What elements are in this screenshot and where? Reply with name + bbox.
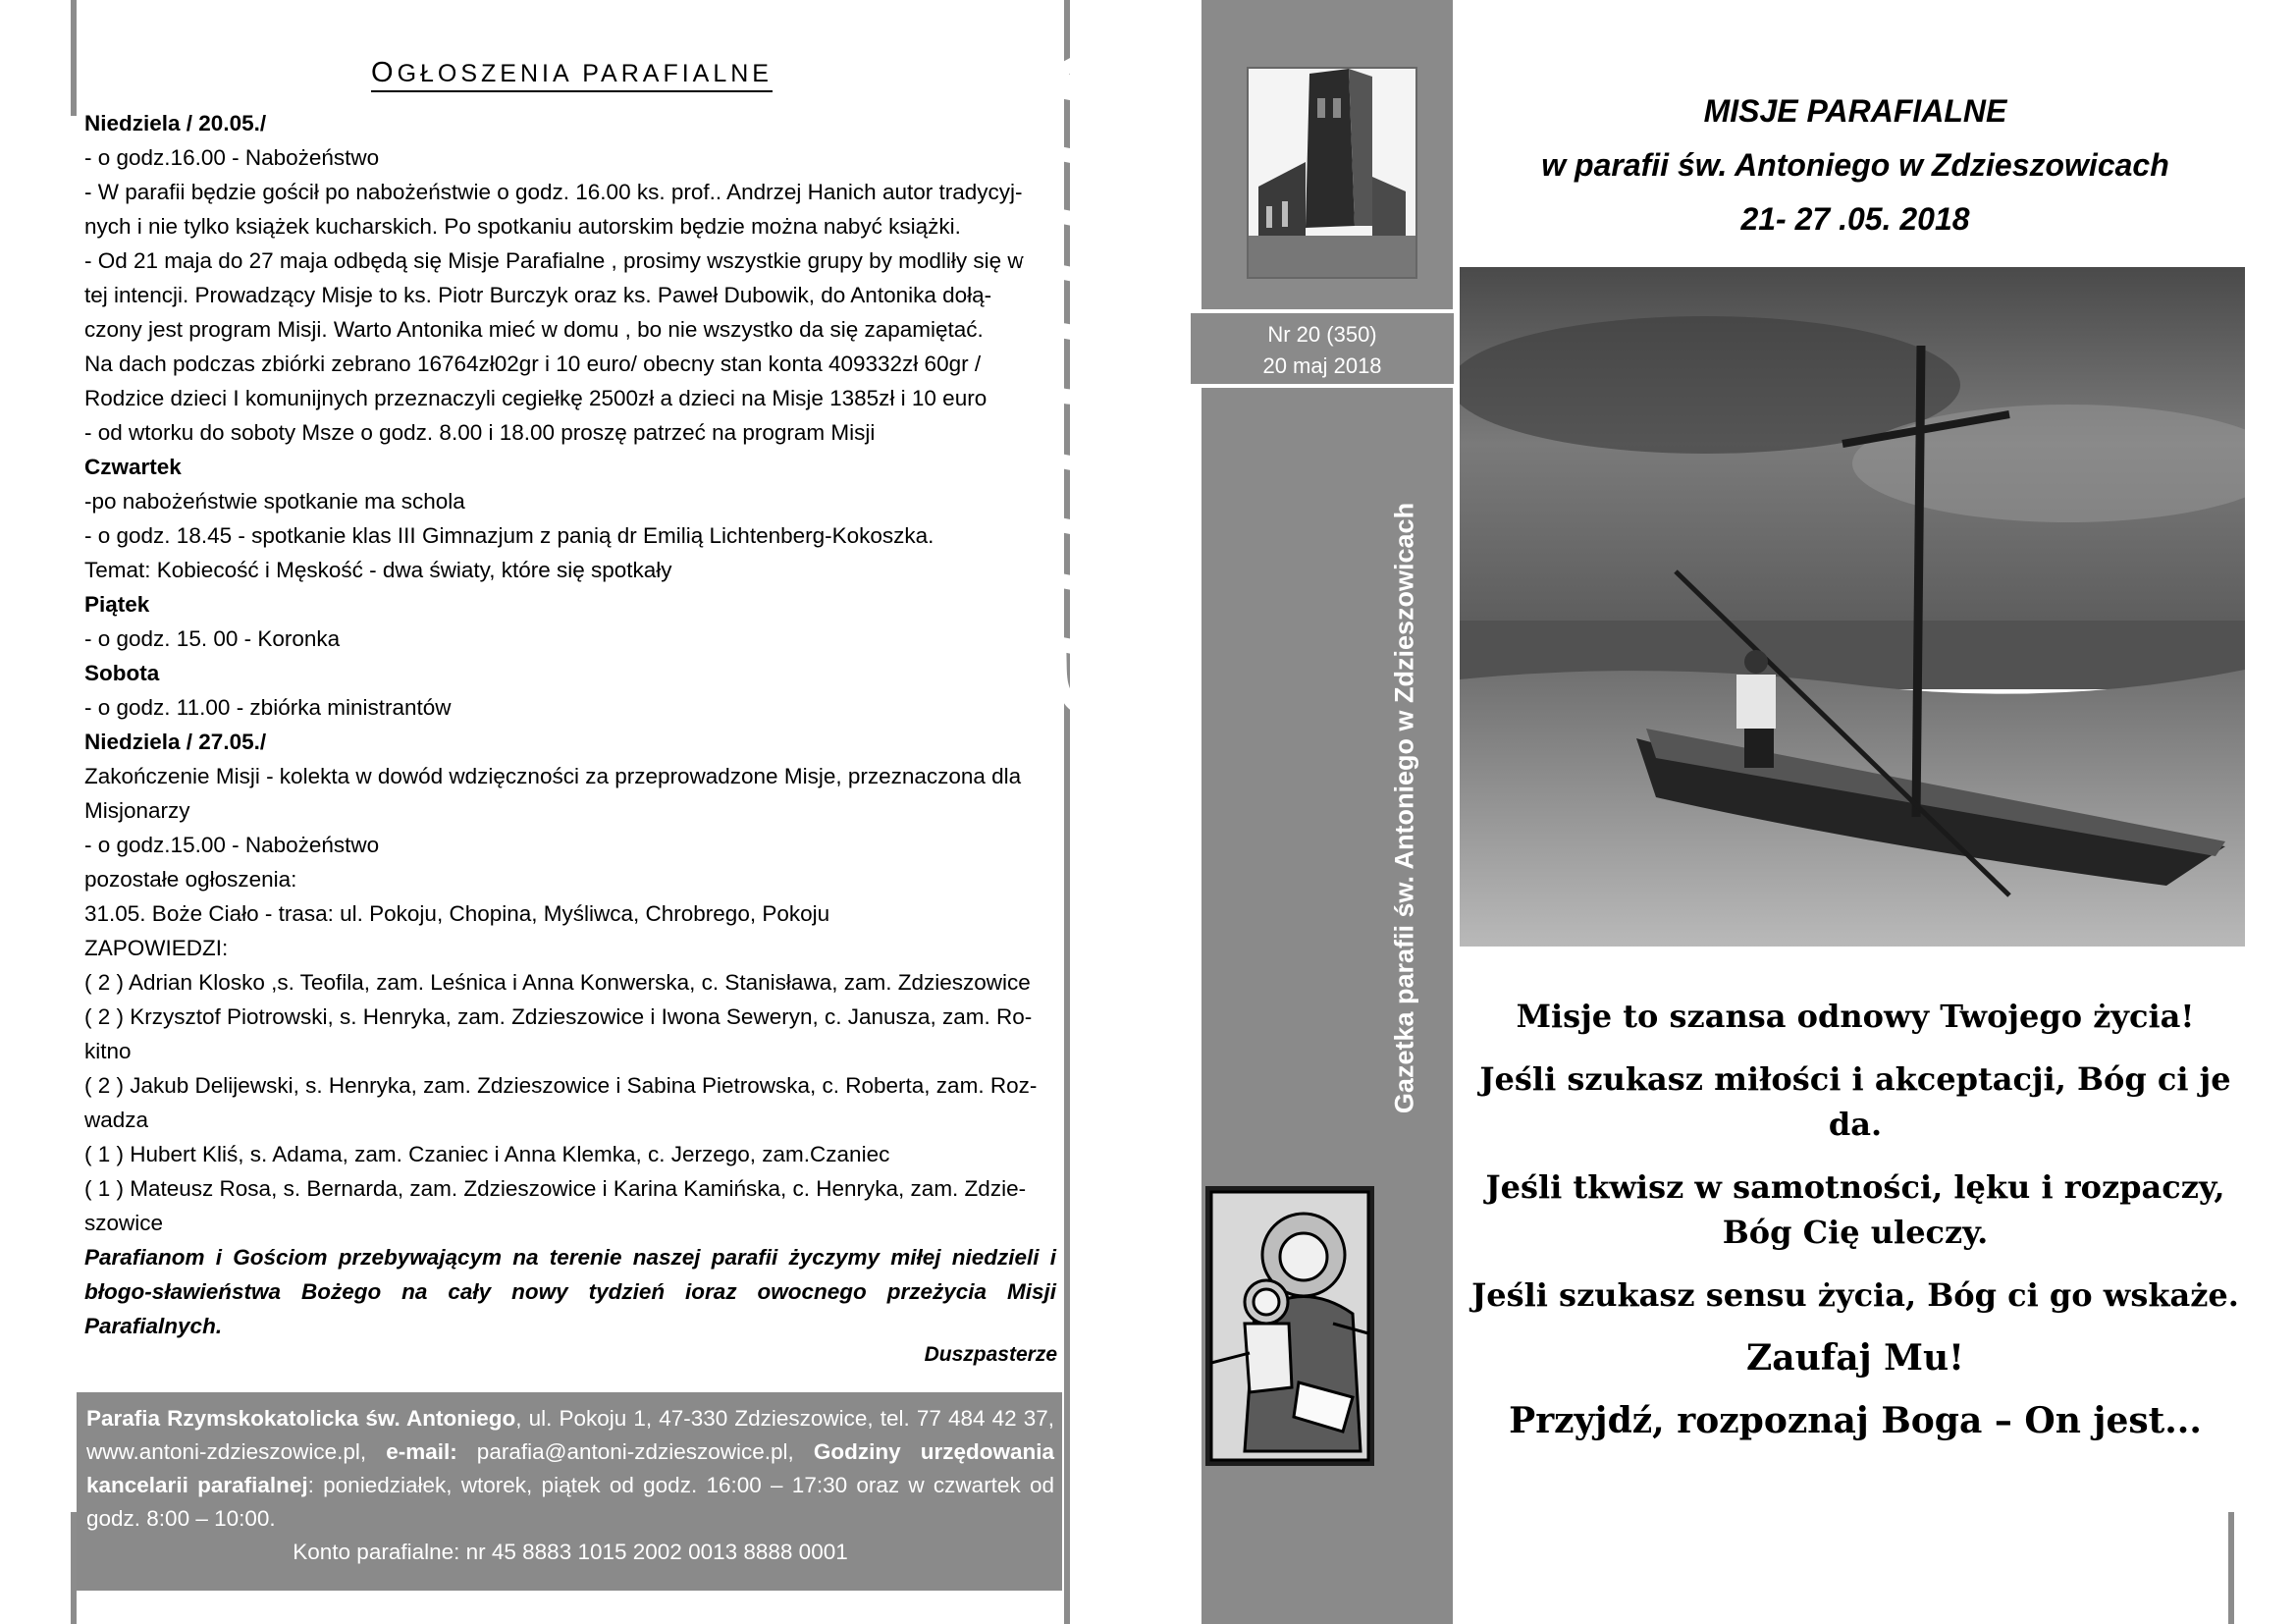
antonik-logo: antonik	[959, 1, 1147, 719]
day-heading: Niedziela / 27.05./	[84, 730, 267, 754]
announcement-line: szowice	[84, 1211, 164, 1235]
announcement-line: kitno	[84, 1039, 132, 1063]
message-line: Jeśli tkwisz w samotności, lęku i rozpaczy, Bóg Cię uleczy.	[1485, 1168, 2225, 1251]
announcement-line: - W parafii będzie gościł po nabożeństwie o godz. 16.00 ks. prof.. Andrzej Hanich autor tradycyj-	[84, 180, 1023, 204]
parish-email: parafia@antoni-zdzieszowice.pl,	[456, 1439, 794, 1464]
announcement-line: - o godz.16.00 - Nabożeństwo	[84, 145, 380, 170]
announcement-line: Zakończenie Misji - kolekta w dowód wdzięczności za przeprowadzone Misje, przeznaczona dla	[84, 764, 1022, 788]
announcement-line: Misjonarzy	[84, 798, 190, 823]
mission-message	[1467, 994, 2244, 1461]
cover-title-line: MISJE PARAFIALNE	[1703, 93, 2007, 129]
day-heading: Piątek	[84, 592, 150, 617]
parish-info-box	[77, 1392, 1062, 1591]
message-line: Jeśli szukasz sensu życia, Bóg ci go wskaże.	[1471, 1276, 2239, 1314]
saint-anthony-stained-glass	[1205, 1186, 1374, 1466]
announcement-line: ZAPOWIEDZI:	[84, 936, 229, 960]
day-heading: Czwartek	[84, 455, 182, 479]
announcement-line: ( 2 ) Adrian Klosko ,s. Teofila, zam. Leśnica i Anna Konwerska, c. Stanisława, zam. Zdzieszowice	[84, 970, 1031, 995]
announcement-line: czony jest program Misji. Warto Antonika mieć w domu , bo nie wszystko da się zapamiętać.	[84, 317, 984, 342]
signature: Duszpasterze	[924, 1343, 1057, 1366]
left-edge-bar-top	[71, 0, 77, 116]
email-label: e-mail:	[386, 1439, 457, 1464]
announcement-line: - od wtorku do soboty Msze o godz. 8.00 i 18.00 proszę patrzeć na program Misji	[84, 420, 876, 445]
boat-on-beach-photo	[1460, 267, 2245, 947]
announcement-line: tej intencji. Prowadzący Misje to ks. Piotr Burczyk oraz ks. Paweł Dubowik, do Antonika dołą-	[84, 283, 992, 307]
announcement-line: Rodzice dzieci I komunijnych przeznaczyli cegiełkę 2500zł a dzieci na Misje 1385zł i 10 euro	[84, 386, 988, 410]
announcement-line: -po nabożeństwie spotkanie ma schola	[84, 489, 465, 514]
parish-contact	[86, 1402, 1054, 1536]
church-photo	[1247, 67, 1417, 279]
announcement-line: pozostałe ogłoszenia:	[84, 867, 297, 892]
announcement-line: - o godz.15.00 - Nabożeństwo	[84, 833, 380, 857]
announcement-line: ( 2 ) Jakub Delijewski, s. Henryka, zam. Zdzieszowice i Sabina Pietrowska, c. Roberta, zam. Roz-	[84, 1073, 1038, 1098]
right-edge-bar	[2228, 1512, 2234, 1624]
cover-title	[1463, 84, 2248, 246]
closing-wishes: Parafianom i Gościom przebywającym na terenie naszej parafii życzymy miłej niedzieli i błogo-sławieństwa Bożego na cały nowy tydzień ioraz owocnego przeżycia Misji Parafialnych.	[84, 1245, 1056, 1338]
announcement-line: - o godz. 11.00 - zbiórka ministrantów	[84, 695, 452, 720]
announcement-line: nych i nie tylko książek kucharskich. Po spotkaniu autorskim będzie można nabyć książki.	[84, 214, 961, 239]
announcement-line: - o godz. 15. 00 - Koronka	[84, 626, 341, 651]
announcement-line: - Od 21 maja do 27 maja odbędą się Misje Parafialne , prosimy wszystkie grupy by modliły się w	[84, 248, 1024, 273]
message-line: Misje to szansa odnowy Twojego życia!	[1516, 998, 2195, 1035]
day-heading: Sobota	[84, 661, 160, 685]
trust-him-line: Zaufaj Mu!	[1746, 1337, 1964, 1379]
come-recognize-line: Przyjdź, rozpoznaj Boga – On jest...	[1509, 1400, 2202, 1441]
bank-account: Konto parafialne: nr 45 8883 1015 2002 0013 8888 0001	[293, 1540, 848, 1564]
office-hours: : poniedziałek, wtorek, piątek od godz. 16:00 – 17:30 oraz w czwartek od godz. 8:00 – 10:00.	[86, 1473, 1054, 1531]
cover-title-line: 21- 27 .05. 2018	[1740, 201, 1970, 237]
announcement-line: - o godz. 18.45 - spotkanie klas III Gimnazjum z panią dr Emilią Lichtenberg-Kokoszka.	[84, 523, 934, 548]
announcements-title: OGŁOSZENIA PARAFIALNE	[371, 57, 773, 92]
announcement-line: ( 1 ) Hubert Kliś, s. Adama, zam. Czaniec i Anna Klemka, c. Jerzego, zam.Czaniec	[84, 1142, 890, 1166]
message-line: Jeśli szukasz miłości i akceptacji, Bóg ci je da.	[1479, 1060, 2231, 1143]
issue-info	[1191, 309, 1454, 388]
announcement-line: ( 1 ) Mateusz Rosa, s. Bernarda, zam. Zdzieszowice i Karina Kamińska, c. Henryka, zam. Zdzie-	[84, 1176, 1027, 1201]
spine-tagline: Gazetka parafii św. Antoniego w Zdzieszowicach	[1389, 502, 1419, 1114]
issue-number: Nr 20 (350)	[1267, 322, 1377, 347]
day-heading: Niedziela / 20.05./	[84, 111, 267, 135]
parish-name: Parafia Rzymskokatolicka św. Antoniego	[86, 1406, 516, 1431]
cover-title-line: w parafii św. Antoniego w Zdzieszowicach	[1541, 147, 2169, 183]
announcement-line: Temat: Kobiecość i Męskość - dwa światy, które się spotkały	[84, 558, 672, 582]
office-hours-label: Godziny urzędowania kancelarii parafialnej	[86, 1439, 1054, 1497]
announcement-lines	[84, 106, 1056, 1240]
announcement-line: ( 2 ) Krzysztof Piotrowski, s. Henryka, zam. Zdzieszowice i Iwona Seweryn, c. Janusza, zam. Ro-	[84, 1004, 1033, 1029]
announcement-line: Na dach podczas zbiórki zebrano 16764zł02gr i 10 euro/ obecny stan konta 409332zł 60gr /	[84, 352, 982, 376]
issue-date: 20 maj 2018	[1262, 353, 1382, 378]
announcement-line: wadza	[84, 1108, 149, 1132]
parish-address: , ul. Pokoju 1, 47-330 Zdzieszowice, tel. 77 484 42 37, www.antoni-zdzieszowice.pl,	[86, 1406, 1054, 1464]
announcement-line: 31.05. Boże Ciało - trasa: ul. Pokoju, Chopina, Myśliwca, Chrobrego, Pokoju	[84, 901, 830, 926]
announcements-body	[84, 106, 1056, 1343]
